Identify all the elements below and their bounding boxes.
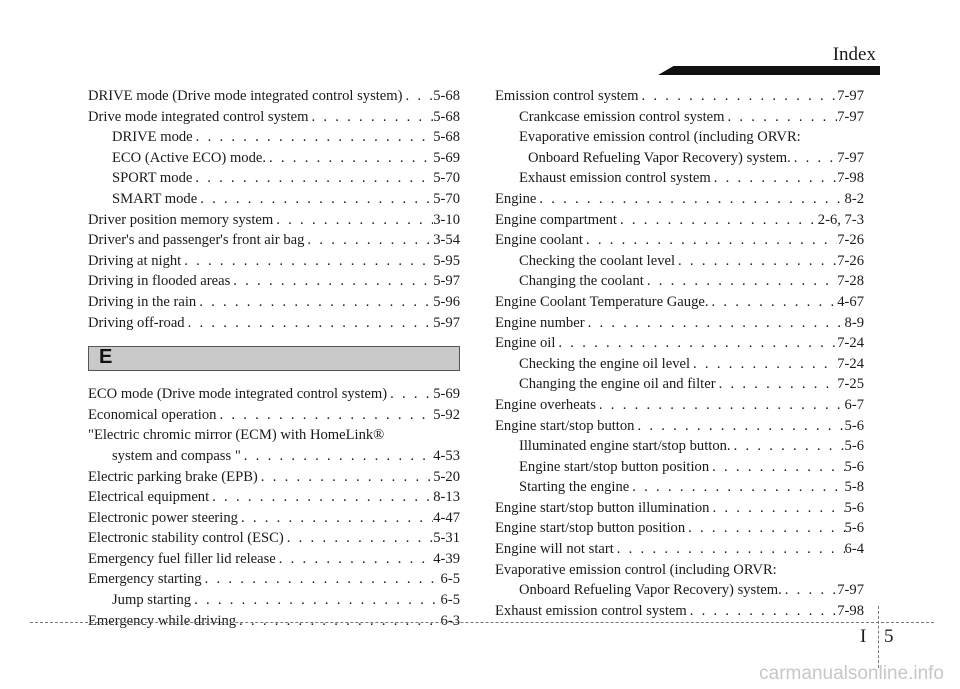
- entry-page: 5-68: [433, 108, 460, 125]
- entry-page: 7-26: [837, 252, 864, 269]
- entry-text: Driving at night: [88, 252, 182, 269]
- index-entry: [495, 127, 864, 148]
- index-entry: [88, 127, 460, 148]
- dot-leader: [555, 333, 837, 354]
- footer-section-letter: I: [860, 626, 867, 647]
- index-entry: [88, 313, 460, 334]
- entry-page: 2-6, 7-3: [817, 211, 864, 228]
- entry-text: Driving in flooded areas: [88, 273, 231, 290]
- dot-leader: [304, 230, 433, 251]
- entry-page: 6-3: [440, 612, 460, 629]
- index-entry: [495, 148, 864, 169]
- entry-text: Driving off-road: [88, 314, 185, 331]
- entry-page: 8-13: [433, 489, 460, 506]
- entry-page: 4-39: [433, 550, 460, 567]
- dot-leader: [782, 580, 837, 601]
- entry-text: Changing the coolant: [519, 273, 644, 290]
- entry-page: 6-5: [440, 571, 460, 588]
- index-entry: [88, 107, 460, 128]
- dot-leader: [639, 86, 838, 107]
- entry-text: Engine start/stop button position: [495, 520, 686, 537]
- entry-page: 7-26: [837, 232, 864, 249]
- entry-text: Emergency starting: [88, 571, 202, 588]
- entry-page: 4-47: [433, 509, 460, 526]
- entry-page: 7-97: [837, 108, 864, 125]
- dot-leader: [731, 436, 845, 457]
- entry-text: ECO mode (Drive mode integrated control system): [88, 386, 388, 403]
- entry-text: DRIVE mode (Drive mode integrated control system): [88, 88, 403, 104]
- entry-text: Checking the engine oil level: [519, 355, 691, 372]
- entry-page: 5-97: [433, 314, 460, 331]
- index-entry: [88, 446, 460, 467]
- dot-leader: [181, 251, 433, 272]
- entry-text: Driving in the rain: [88, 293, 197, 310]
- entry-page: 6-5: [440, 592, 460, 609]
- index-entry: [88, 487, 460, 508]
- dot-leader: [191, 590, 440, 611]
- index-entry: [88, 251, 460, 272]
- entry-text: Jump starting: [112, 592, 192, 609]
- dot-leader: [209, 487, 433, 508]
- index-entry: [495, 374, 864, 395]
- entry-page: 5-69: [433, 386, 460, 403]
- index-entry: [495, 539, 864, 560]
- index-entry: [88, 467, 460, 488]
- entry-text: "Electric chromic mirror (ECM) with HomeLink®: [88, 427, 385, 444]
- dot-leader: [709, 457, 844, 478]
- entry-page: 3-54: [433, 232, 460, 249]
- entry-page: 5-92: [433, 406, 460, 423]
- page-title: Index: [832, 44, 876, 65]
- dot-leader: [193, 127, 434, 148]
- index-entry: [88, 425, 460, 446]
- entry-text: Engine: [495, 190, 537, 207]
- dot-leader: [536, 189, 844, 210]
- entry-page: 5-6: [844, 417, 864, 434]
- dot-leader: [403, 86, 434, 107]
- entry-text: ECO (Active ECO) mode.: [112, 149, 267, 166]
- entry-text: SPORT mode: [112, 170, 193, 187]
- entry-text: Checking the coolant level: [519, 252, 676, 269]
- index-entry: [495, 518, 864, 539]
- index-entry: [495, 477, 864, 498]
- entry-page: 4-53: [433, 447, 460, 464]
- entry-text: Exhaust emission control system: [495, 602, 687, 619]
- entry-text: Engine overheats: [495, 396, 596, 413]
- entry-text: Engine Coolant Temperature Gauge.: [495, 293, 709, 310]
- entry-text: Drive mode integrated control system: [88, 108, 309, 125]
- dot-leader: [725, 107, 838, 128]
- entry-text: Evaporative emission control (including ORVR:: [519, 129, 801, 146]
- entry-page: 5-69: [433, 149, 460, 166]
- entry-page: 7-97: [837, 149, 864, 166]
- dot-leader: [583, 230, 837, 251]
- dot-leader: [685, 518, 844, 539]
- entry-text: Driver's and passenger's front air bag: [88, 232, 305, 249]
- entry-page: 5-95: [433, 252, 460, 269]
- entry-page: 7-28: [837, 273, 864, 290]
- entry-page: 3-10: [433, 211, 460, 228]
- index-entry: [495, 292, 864, 313]
- header-rule: [658, 66, 880, 75]
- entry-page: 5-70: [433, 190, 460, 207]
- page-number: 5: [884, 626, 894, 647]
- dot-leader: [614, 539, 845, 560]
- footer-rule: [30, 622, 934, 623]
- dot-leader: [716, 374, 838, 395]
- entry-text: Emergency while driving: [88, 612, 237, 629]
- index-entry: [495, 230, 864, 251]
- entry-text: Engine coolant: [495, 232, 583, 249]
- dot-leader: [711, 168, 838, 189]
- dot-leader: [629, 477, 844, 498]
- entry-text: Engine oil: [495, 335, 556, 352]
- dot-leader: [185, 313, 434, 334]
- index-entry: [495, 436, 864, 457]
- dot-leader: [196, 292, 433, 313]
- entry-text: Engine start/stop button position: [519, 458, 710, 475]
- dot-leader: [236, 611, 440, 632]
- index-group-e: [88, 384, 460, 631]
- index-entry: [88, 210, 460, 231]
- entry-text: Engine number: [495, 314, 585, 331]
- dot-leader: [266, 148, 433, 169]
- entry-page: 8-2: [844, 190, 864, 207]
- section-letter: E: [99, 346, 113, 369]
- index-column-right: [495, 86, 864, 621]
- entry-page: 8-9: [844, 314, 864, 331]
- entry-text: Changing the engine oil and filter: [519, 376, 716, 393]
- entry-text: DRIVE mode: [112, 129, 193, 146]
- index-group-e-continued: [495, 86, 864, 621]
- dot-leader: [675, 251, 837, 272]
- entry-page: 7-25: [837, 376, 864, 393]
- index-entry: [495, 189, 864, 210]
- dot-leader: [202, 569, 441, 590]
- index-entry: [495, 168, 864, 189]
- entry-text: SMART mode: [112, 190, 198, 207]
- entry-text: Emergency fuel filler lid release: [88, 550, 276, 567]
- dot-leader: [273, 210, 433, 231]
- entry-text: Illuminated engine start/stop button.: [519, 438, 731, 455]
- index-entry: [495, 251, 864, 272]
- dot-leader: [276, 549, 433, 570]
- index-entry: [495, 457, 864, 478]
- dot-leader: [585, 313, 845, 334]
- entry-page: 5-20: [433, 468, 460, 485]
- entry-page: 5-6: [844, 458, 864, 475]
- index-entry: [495, 333, 864, 354]
- entry-text: Onboard Refueling Vapor Recovery) system.: [528, 149, 791, 166]
- entry-page: 5-31: [433, 530, 460, 547]
- index-column-left: [88, 86, 460, 631]
- dot-leader: [687, 601, 838, 622]
- index-entry: [495, 601, 864, 622]
- footer-divider: [878, 606, 879, 668]
- index-entry: [495, 416, 864, 437]
- index-entry: [88, 168, 460, 189]
- entry-page: 5-68: [433, 129, 460, 146]
- dot-leader: [387, 384, 433, 405]
- dot-leader: [216, 405, 433, 426]
- index-entry: [88, 549, 460, 570]
- entry-page: 5-70: [433, 170, 460, 187]
- index-entry: [495, 313, 864, 334]
- dot-leader: [709, 292, 838, 313]
- index-entry: [88, 569, 460, 590]
- index-entry: [88, 86, 460, 107]
- entry-text: Economical operation: [88, 406, 217, 423]
- entry-page: 7-98: [837, 602, 864, 619]
- entry-page: 5-6: [844, 438, 864, 455]
- watermark: carmanualsonline.info: [759, 663, 944, 684]
- index-group-d: [88, 86, 460, 333]
- index-entry: [495, 107, 864, 128]
- entry-text: Electronic power steering: [88, 509, 238, 526]
- index-entry: [88, 271, 460, 292]
- entry-page: 5-6: [844, 499, 864, 516]
- entry-page: 7-24: [837, 355, 864, 372]
- dot-leader: [634, 416, 844, 437]
- index-entry: [88, 528, 460, 549]
- dot-leader: [596, 395, 845, 416]
- dot-leader: [230, 271, 433, 292]
- entry-text: system and compass ": [112, 447, 241, 464]
- index-entry: [88, 292, 460, 313]
- entry-text: Electric parking brake (EPB): [88, 468, 258, 485]
- entry-page: 6-4: [844, 541, 864, 558]
- entry-page: 7-97: [837, 582, 864, 599]
- entry-text: Engine start/stop button: [495, 417, 635, 434]
- index-entry: [495, 210, 864, 231]
- dot-leader: [197, 189, 433, 210]
- index-entry: [495, 560, 864, 581]
- index-entry: [495, 580, 864, 601]
- dot-leader: [238, 508, 433, 529]
- index-entry: [88, 508, 460, 529]
- dot-leader: [709, 498, 844, 519]
- entry-page: 5-68: [433, 88, 460, 104]
- index-entry: [495, 271, 864, 292]
- index-entry: [495, 86, 864, 107]
- dot-leader: [192, 168, 433, 189]
- dot-leader: [308, 107, 433, 128]
- entry-page: 4-67: [837, 293, 864, 310]
- index-entry: [88, 590, 460, 611]
- dot-leader: [791, 148, 837, 169]
- entry-text: Exhaust emission control system: [519, 170, 711, 187]
- index-entry: [88, 148, 460, 169]
- entry-text: Crankcase emission control system: [519, 108, 725, 125]
- entry-page: 5-97: [433, 273, 460, 290]
- entry-page: 5-96: [433, 293, 460, 310]
- entry-text: Engine will not start: [495, 541, 614, 558]
- index-entry: [88, 384, 460, 405]
- entry-text: Onboard Refueling Vapor Recovery) system.: [519, 582, 782, 599]
- dot-leader: [258, 467, 433, 488]
- entry-text: Driver position memory system: [88, 211, 274, 228]
- entry-text: Electronic stability control (ESC): [88, 530, 284, 547]
- entry-text: Electrical equipment: [88, 489, 210, 506]
- dot-leader: [284, 528, 433, 549]
- entry-page: 7-24: [837, 335, 864, 352]
- dot-leader: [241, 446, 433, 467]
- index-entry: [495, 395, 864, 416]
- entry-page: 7-97: [837, 88, 864, 104]
- index-entry: [495, 354, 864, 375]
- entry-page: 7-98: [837, 170, 864, 187]
- index-entry: [495, 498, 864, 519]
- index-entry: [88, 189, 460, 210]
- index-entry: [88, 611, 460, 632]
- entry-text: Evaporative emission control (including ORVR:: [495, 561, 777, 578]
- dot-leader: [644, 271, 837, 292]
- dot-leader: [617, 210, 818, 231]
- index-entry: [88, 230, 460, 251]
- entry-text: Engine start/stop button illumination: [495, 499, 710, 516]
- entry-text: Emission control system: [495, 88, 639, 104]
- entry-page: 5-8: [844, 479, 864, 496]
- dot-leader: [690, 354, 837, 375]
- entry-page: 5-6: [844, 520, 864, 537]
- section-header-e: [88, 346, 460, 371]
- entry-text: Engine compartment: [495, 211, 617, 228]
- entry-text: Starting the engine: [519, 479, 630, 496]
- index-entry: [88, 405, 460, 426]
- entry-page: 6-7: [844, 396, 864, 413]
